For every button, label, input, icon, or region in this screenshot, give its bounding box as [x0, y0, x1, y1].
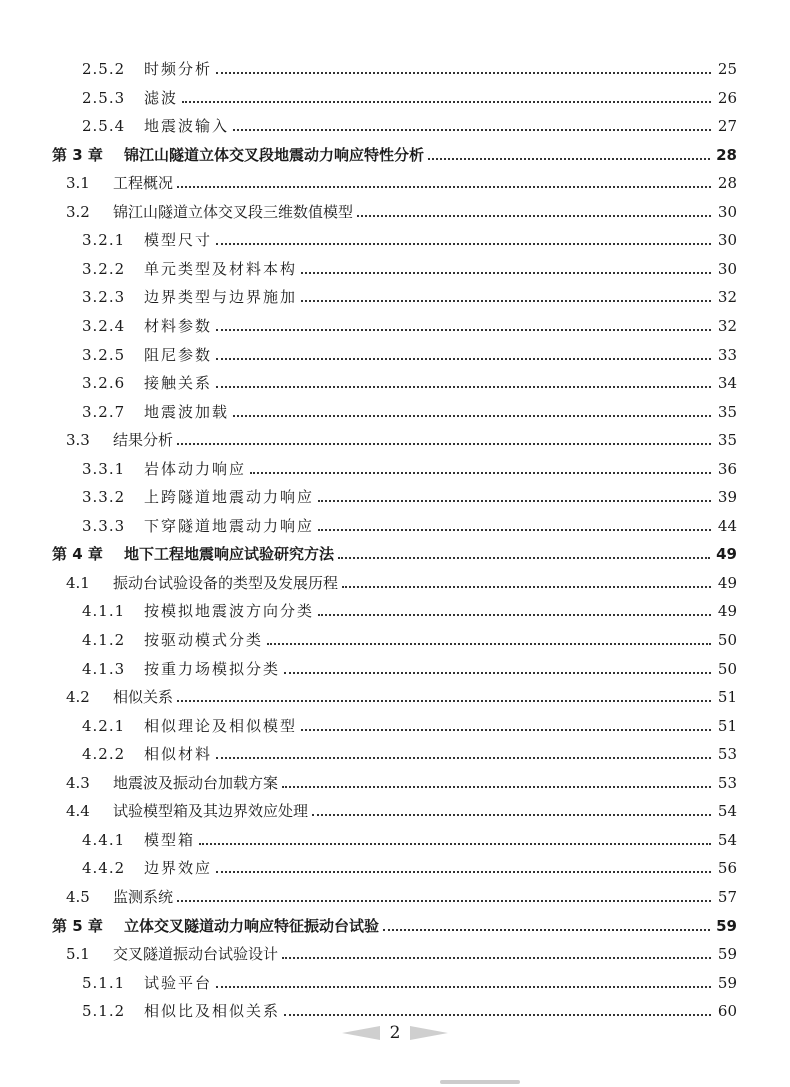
toc-entry-number: 5.1.2: [82, 1002, 126, 1020]
toc-entry-title: 按重力场模拟分类: [144, 660, 281, 678]
toc-entry-title: 监测系统: [113, 888, 174, 906]
dot-leader: [301, 272, 711, 274]
toc-entry-title: 岩体动力响应: [144, 460, 247, 478]
toc-entry-number: 4.4: [66, 802, 90, 820]
toc-entry-page: 26: [717, 89, 737, 107]
toc-entry-number: 3.2.6: [82, 374, 126, 392]
toc-entry-number: 4.2.2: [82, 745, 126, 763]
toc-entry-page: 32: [717, 317, 737, 335]
toc-entry-page: 44: [717, 517, 737, 535]
toc-entry-number: 4.4.2: [82, 859, 126, 877]
toc-entry-number: 3.3: [66, 431, 90, 449]
toc-entry-page: 51: [717, 688, 737, 706]
toc-entry-page: 36: [717, 460, 737, 478]
dot-leader: [216, 386, 711, 388]
dot-leader: [383, 929, 710, 931]
toc-entry-page: 49: [717, 574, 737, 592]
toc-entry[interactable]: [66, 794, 737, 820]
dot-leader: [284, 1014, 711, 1016]
dot-leader: [312, 814, 711, 816]
toc-entry[interactable]: [82, 395, 737, 421]
dot-leader: [216, 243, 711, 245]
toc-entry-page: 49: [717, 602, 737, 620]
toc-chapter-entry[interactable]: [52, 537, 737, 563]
toc-entry[interactable]: [82, 109, 737, 135]
toc-entry-title: 工程概况: [113, 174, 174, 192]
toc-entry-page: 51: [717, 717, 737, 735]
toc-entry[interactable]: [82, 652, 737, 678]
toc-entry-page: 30: [717, 203, 737, 221]
toc-entry-page: 54: [717, 802, 737, 820]
toc-entry-number: 3.2.2: [82, 260, 126, 278]
toc-entry-number: 3.2.3: [82, 288, 126, 306]
dot-leader: [216, 757, 711, 759]
toc-entry-page: 30: [717, 260, 737, 278]
toc-entry-page: 30: [717, 231, 737, 249]
toc-entry-page: 50: [717, 631, 737, 649]
toc-entry-number: 4.5: [66, 888, 90, 906]
toc-entry-title: 交叉隧道振动台试验设计: [113, 945, 279, 963]
dot-leader: [233, 415, 711, 417]
dot-leader: [301, 729, 711, 731]
page-footer: [0, 1023, 790, 1043]
toc-entry[interactable]: [66, 166, 737, 192]
toc-entry-number: 3.1: [66, 174, 90, 192]
dot-leader: [301, 300, 711, 302]
toc-entry[interactable]: [82, 338, 737, 364]
toc-entry[interactable]: [82, 309, 737, 335]
toc-entry-number: 3.3.3: [82, 517, 126, 535]
toc-entry[interactable]: [82, 823, 737, 849]
toc-entry-number: 5.1.1: [82, 974, 126, 992]
right-arrow-icon: [410, 1026, 448, 1040]
dot-leader: [177, 186, 711, 188]
toc-entry-number: 3.2.1: [82, 231, 126, 249]
toc-entry-page: 33: [717, 346, 737, 364]
dot-leader: [282, 786, 711, 788]
dot-leader: [318, 614, 711, 616]
toc-entry-title: 相似材料: [144, 745, 213, 763]
toc-entry[interactable]: [82, 52, 737, 78]
toc-entry[interactable]: [66, 195, 737, 221]
toc-entry-number: 2.5.4: [82, 117, 126, 135]
toc-entry-number: 3.2.5: [82, 346, 126, 364]
toc-entry[interactable]: [66, 766, 737, 792]
toc-entry[interactable]: [82, 366, 737, 392]
toc-entry-title: 地震波输入: [144, 117, 230, 135]
toc-entry-page: 59: [716, 917, 737, 935]
toc-entry-number: 第 3 章: [52, 146, 103, 164]
toc-entry[interactable]: [82, 966, 737, 992]
dot-leader: [284, 672, 711, 674]
toc-entry-title: 地震波及振动台加载方案: [113, 774, 279, 792]
dot-leader: [177, 443, 711, 445]
toc-entry-title: 模型尺寸: [144, 231, 213, 249]
toc-entry-title: 相似关系: [113, 688, 174, 706]
toc-entry[interactable]: [82, 594, 737, 620]
dot-leader: [338, 557, 710, 559]
toc-entry-page: 34: [717, 374, 737, 392]
toc-entry-title: 边界效应: [144, 859, 213, 877]
toc-entry-page: 39: [717, 488, 737, 506]
dot-leader: [216, 72, 711, 74]
toc-entry-title: 模型箱: [144, 831, 196, 849]
toc-entry-page: 54: [717, 831, 737, 849]
toc-entry-number: 3.2.4: [82, 317, 126, 335]
toc-entry-page: 35: [717, 403, 737, 421]
toc-entry-title: 地震波加载: [144, 403, 230, 421]
toc-entry[interactable]: [82, 509, 737, 535]
toc-entry-page: 25: [717, 60, 737, 78]
toc-entry-number: 3.3.1: [82, 460, 126, 478]
dot-leader: [318, 529, 711, 531]
toc-entry-number: 4.3: [66, 774, 90, 792]
toc-entry-page: 57: [717, 888, 737, 906]
toc-entry-title: 振动台试验设备的类型及发展历程: [113, 574, 339, 592]
toc-entry-number: 3.3.2: [82, 488, 126, 506]
toc-entry-title: 边界类型与边界施加: [144, 288, 298, 306]
toc-entry-title: 下穿隧道地震动力响应: [144, 517, 315, 535]
dot-leader: [318, 500, 711, 502]
toc-entry[interactable]: [82, 81, 737, 107]
toc-entry-number: 2.5.3: [82, 89, 126, 107]
toc-entry[interactable]: [82, 737, 737, 763]
dot-leader: [199, 843, 711, 845]
toc-entry[interactable]: [82, 223, 737, 249]
toc-entry-title: 阻尼参数: [144, 346, 213, 364]
toc-entry-title: 上跨隧道地震动力响应: [144, 488, 315, 506]
toc-entry[interactable]: [66, 423, 737, 449]
toc-entry-title: 材料参数: [144, 317, 213, 335]
toc-entry[interactable]: [82, 280, 737, 306]
dot-leader: [216, 986, 711, 988]
toc-entry-number: 4.1: [66, 574, 90, 592]
toc-entry[interactable]: [66, 937, 737, 963]
toc-entry-number: 5.1: [66, 945, 90, 963]
toc-entry-page: 53: [717, 745, 737, 763]
toc-entry-title: 地下工程地震响应试验研究方法: [124, 545, 335, 563]
toc-entry-number: 3.2: [66, 203, 90, 221]
dot-leader: [233, 129, 711, 131]
toc-entry-title: 立体交叉隧道动力响应特征振动台试验: [124, 917, 380, 935]
dot-leader: [428, 158, 710, 160]
toc-entry-page: 53: [717, 774, 737, 792]
toc-chapter-entry[interactable]: [52, 909, 737, 935]
toc-entry-page: 32: [717, 288, 737, 306]
footer-decoration: [440, 1080, 520, 1084]
toc-entry-page: 35: [717, 431, 737, 449]
toc-entry-number: 3.2.7: [82, 403, 126, 421]
dot-leader: [357, 215, 711, 217]
toc-entry[interactable]: [66, 880, 737, 906]
toc-entry-title: 结果分析: [113, 431, 174, 449]
toc-entry-title: 锦江山隧道立体交叉段三维数值模型: [113, 203, 354, 221]
dot-leader: [177, 900, 711, 902]
toc-entry-page: 28: [717, 174, 737, 192]
toc-entry-page: 27: [717, 117, 737, 135]
toc-entry-number: 第 5 章: [52, 917, 103, 935]
toc-entry-title: 试验模型箱及其边界效应处理: [113, 802, 309, 820]
toc-entry[interactable]: [82, 452, 737, 478]
toc-entry[interactable]: [82, 994, 737, 1020]
left-arrow-icon: [342, 1026, 380, 1040]
toc-entry-number: 4.1.1: [82, 602, 126, 620]
toc-chapter-entry[interactable]: [52, 138, 737, 164]
toc-entry-title: 相似比及相似关系: [144, 1002, 281, 1020]
toc-entry-title: 试验平台: [144, 974, 213, 992]
toc-entry-page: 50: [717, 660, 737, 678]
toc-entry-number: 4.4.1: [82, 831, 126, 849]
dot-leader: [216, 871, 711, 873]
dot-leader: [250, 472, 711, 474]
dot-leader: [267, 643, 711, 645]
toc-entry-number: 4.2: [66, 688, 90, 706]
dot-leader: [342, 586, 711, 588]
dot-leader: [282, 957, 711, 959]
toc-entry-page: 28: [716, 146, 737, 164]
toc-entry[interactable]: [82, 480, 737, 506]
dot-leader: [177, 700, 711, 702]
toc-entry-number: 4.1.3: [82, 660, 126, 678]
dot-leader: [216, 358, 711, 360]
toc-entry-number: 第 4 章: [52, 545, 103, 563]
toc-entry-page: 59: [717, 974, 737, 992]
dot-leader: [182, 101, 711, 103]
toc-entry-page: 60: [717, 1002, 737, 1020]
toc-entry-title: 按驱动模式分类: [144, 631, 264, 649]
toc-entry[interactable]: [66, 680, 737, 706]
toc-entry[interactable]: [66, 566, 737, 592]
toc-entry-title: 接触关系: [144, 374, 213, 392]
toc-entry-title: 按模拟地震波方向分类: [144, 602, 315, 620]
toc-entry-page: 49: [716, 545, 737, 563]
toc-entry-title: 相似理论及相似模型: [144, 717, 298, 735]
toc-entry[interactable]: [82, 623, 737, 649]
toc-entry-title: 锦江山隧道立体交叉段地震动力响应特性分析: [124, 146, 425, 164]
toc-entry-number: 4.1.2: [82, 631, 126, 649]
toc-entry[interactable]: [82, 709, 737, 735]
toc-entry-title: 滤波: [144, 89, 179, 107]
toc-entry[interactable]: [82, 851, 737, 877]
toc-entry-number: 4.2.1: [82, 717, 126, 735]
toc-entry-page: 56: [717, 859, 737, 877]
toc-entry-title: 时频分析: [144, 60, 213, 78]
toc-entry[interactable]: [82, 252, 737, 278]
toc-entry-page: 59: [717, 945, 737, 963]
dot-leader: [216, 329, 711, 331]
toc-entry-title: 单元类型及材料本构: [144, 260, 298, 278]
toc-entry-number: 2.5.2: [82, 60, 126, 78]
page-number: 2: [389, 1023, 401, 1043]
